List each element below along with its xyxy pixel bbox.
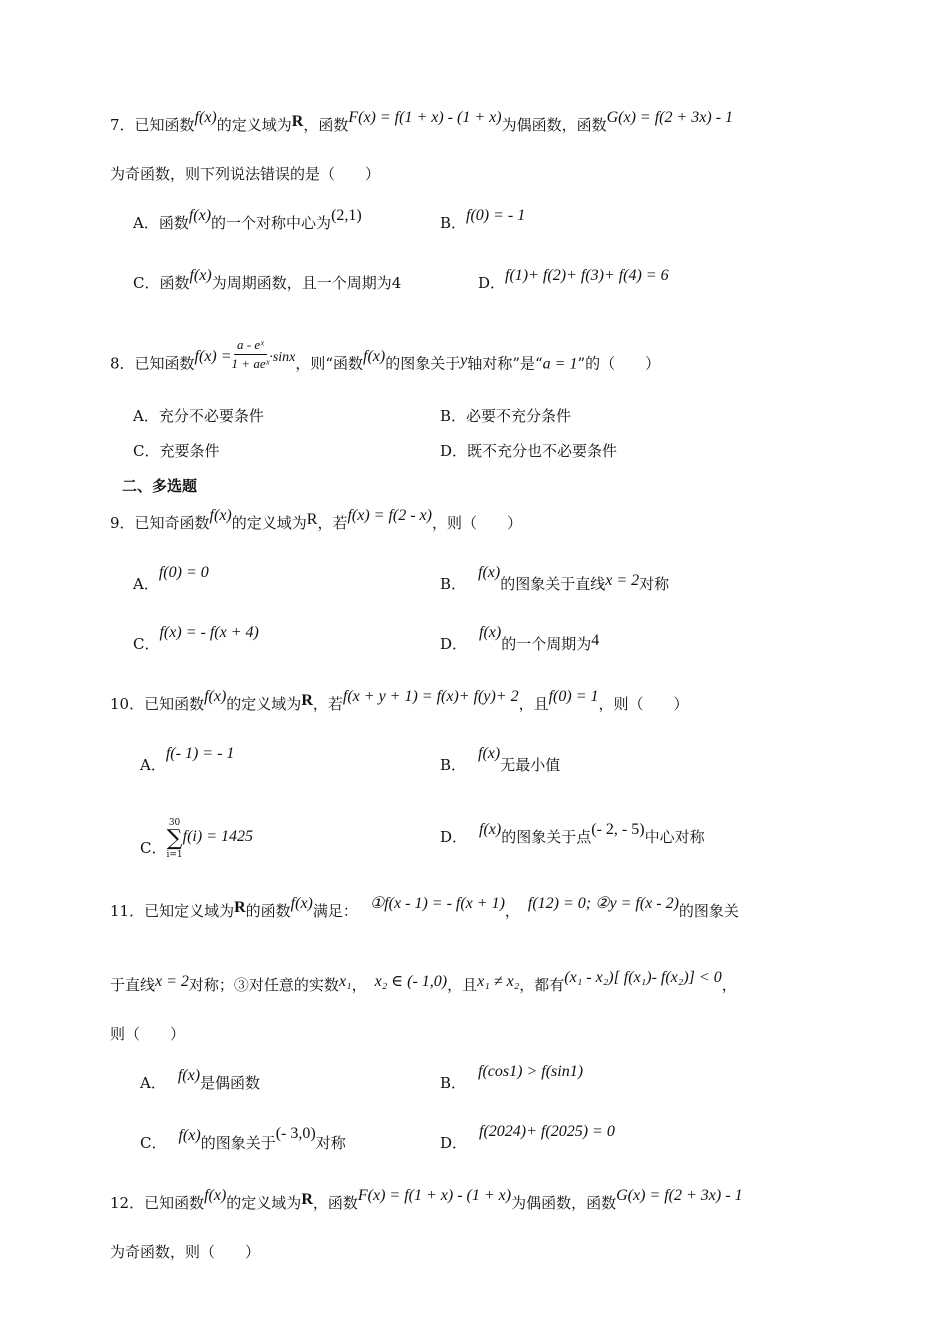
q11-option-c: C． f(x)的图象关于(- 3,0)对称 [140, 1125, 346, 1152]
q11-option-a: A． f(x)是偶函数 [140, 1067, 261, 1092]
q12-stem-line2: 为奇函数，则（ ） [110, 1243, 261, 1261]
q7-option-c: C．函数f(x)为周期函数，且一个周期为4 [133, 267, 402, 292]
q11-option-d: D．f(2024)+ f(2025) = 0 [440, 1123, 615, 1152]
q10-option-d: D． f(x)的图象关于点(- 2, - 5)中心对称 [440, 821, 705, 846]
q11-option-b: B．f(cos1) > f(sin1) [440, 1063, 584, 1092]
q9-option-c: C．f(x) = - f(x + 4) [133, 624, 259, 653]
q9-stem: 9．已知奇函数f(x)的定义域为R，若f(x) = f(2 - x)，则（ ） [110, 507, 522, 532]
q9-option-a: A．f(0) = 0 [133, 564, 209, 593]
q7-option-a: A．函数f(x)的一个对称中心为(2,1) [133, 207, 362, 232]
q11-stem-line2: 于直线x = 2对称；③对任意的实数x₁， x₂ ∈ (- 1,0)，且x₁ ≠ x₂，都有(x₁ - x₂)[ f(x₁)- f(x₂)] < 0， [110, 969, 737, 994]
q9-option-d: D．f(x)的一个周期为4 [440, 624, 600, 653]
q8-option-c: C．充要条件 [133, 442, 220, 460]
fraction: $\frac{\text{a - eˣ}}{\text{1 + aeˣ}}$ [231, 337, 270, 371]
q9-option-b: B．f(x)的图象关于直线x = 2对称 [440, 564, 670, 593]
q8-stem: 8．已知函数f(x) = $\frac{\text{a - eˣ}}{\text{1 + aeˣ}}$ ·sinx，则“函数f(x)的图象关于y轴对称”是“a = 1”的（ ） [110, 337, 661, 373]
q11-stem-line3: 则（ ） [110, 1025, 186, 1043]
q7-stem-line1: 7．已知函数f(x)的定义域为R，函数F(x) = f(1 + x) - (1 + x)为偶函数，函数G(x) = f(2 + 3x) - 1 [110, 109, 734, 134]
q10-option-b: B．f(x)无最小值 [440, 745, 561, 774]
q11-stem-line1: 11．已知定义域为R的函数f(x)满足： ①f(x - 1) = - f(x + 1)， f(12) = 0; ②y = f(x - 2)的图象关 [110, 895, 739, 920]
summation: 30 ∑ i=1 [166, 818, 183, 860]
q12-stem-line1: 12．已知函数f(x)的定义域为R，函数F(x) = f(1 + x) - (1 + x)为偶函数，函数G(x) = f(2 + 3x) - 1 [110, 1187, 743, 1212]
q10-stem: 10．已知函数f(x)的定义域为R，若f(x + y + 1) = f(x)+ f(y)+ 2，且f(0) = 1，则（ ） [110, 688, 689, 713]
q7-stem-line2: 为奇函数，则下列说法错误的是（ ） [110, 165, 381, 183]
q10-option-c: C． 30 ∑ i=1 f(i) = 1425 [140, 818, 253, 860]
q8-option-b: B．必要不充分条件 [440, 407, 572, 425]
math-expr: F(x) = f(1 + x) - (1 + x) [348, 109, 502, 126]
section-heading: 二、多选题 [122, 477, 198, 495]
math-expr: G(x) = f(2 + 3x) - 1 [606, 109, 734, 126]
q7-option-b: B．f(0) = - 1 [440, 207, 526, 232]
math-expr: f(x) [194, 109, 217, 126]
q7-option-d: D．f(1)+ f(2)+ f(3)+ f(4) = 6 [478, 267, 669, 292]
q8-option-a: A．充分不必要条件 [133, 407, 264, 425]
q10-option-a: A．f(- 1) = - 1 [140, 745, 235, 774]
q8-option-d: D．既不充分也不必要条件 [440, 442, 618, 460]
